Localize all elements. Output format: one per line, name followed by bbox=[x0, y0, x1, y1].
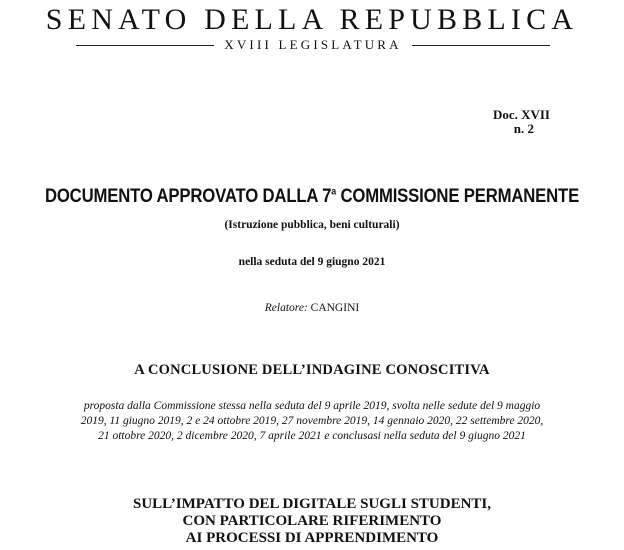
inquiry-heading: A CONCLUSIONE DELL’INDAGINE CONOSCITIVA bbox=[134, 362, 490, 378]
doc-issue-number: n. 2 bbox=[513, 121, 534, 136]
heading-prefix: DOCUMENTO APPROVATO DALLA 7 bbox=[44, 186, 332, 207]
subject-line-2: CON PARTICOLARE RIFERIMENTO bbox=[182, 513, 442, 529]
proposal-paragraph: proposta dalla Commissione stessa nella seduta del 9 aprile 2019, svolta nelle sedute del 9 maggio 2019, 11 giugno 2019, 2 e 24 ottobre 2019, 27 novembre 2019, 14 gennaio 2020, 22 settembre 2020, 21 ottobre 2020, 2 dicembre 2020, 7 aprile 2021 e conclusasi nella seduta del 9 giugno 2021 bbox=[80, 400, 544, 442]
legislature-row bbox=[76, 37, 550, 53]
left-rule bbox=[76, 45, 214, 46]
subject-line-1: SULL’IMPATTO DEL DIGITALE SUGLI STUDENTI, bbox=[132, 496, 492, 512]
subject-title bbox=[0, 496, 624, 547]
rapporteur-name: CANGINI bbox=[310, 302, 360, 314]
document-heading bbox=[37, 186, 586, 208]
right-rule bbox=[412, 45, 550, 46]
rapporteur-line bbox=[0, 302, 624, 314]
doc-number-label: Doc. XVII bbox=[492, 107, 550, 122]
commission-subtitle: (Istruzione pubblica, beni culturali) bbox=[224, 219, 400, 231]
rapporteur-label: Relatore: bbox=[264, 302, 308, 314]
subject-line-3: AI PROCESSI DI APPRENDIMENTO bbox=[185, 530, 439, 546]
heading-suffix: COMMISSIONE PERMANENTE bbox=[335, 186, 580, 207]
legislature-label: XVIII LEGISLATURA bbox=[224, 37, 402, 52]
heading-ordinal: a bbox=[331, 186, 336, 198]
institution-title: SENATO DELLA REPUBBLICA bbox=[45, 3, 579, 36]
document-reference bbox=[493, 108, 550, 136]
session-date: nella seduta del 9 giugno 2021 bbox=[238, 256, 386, 268]
